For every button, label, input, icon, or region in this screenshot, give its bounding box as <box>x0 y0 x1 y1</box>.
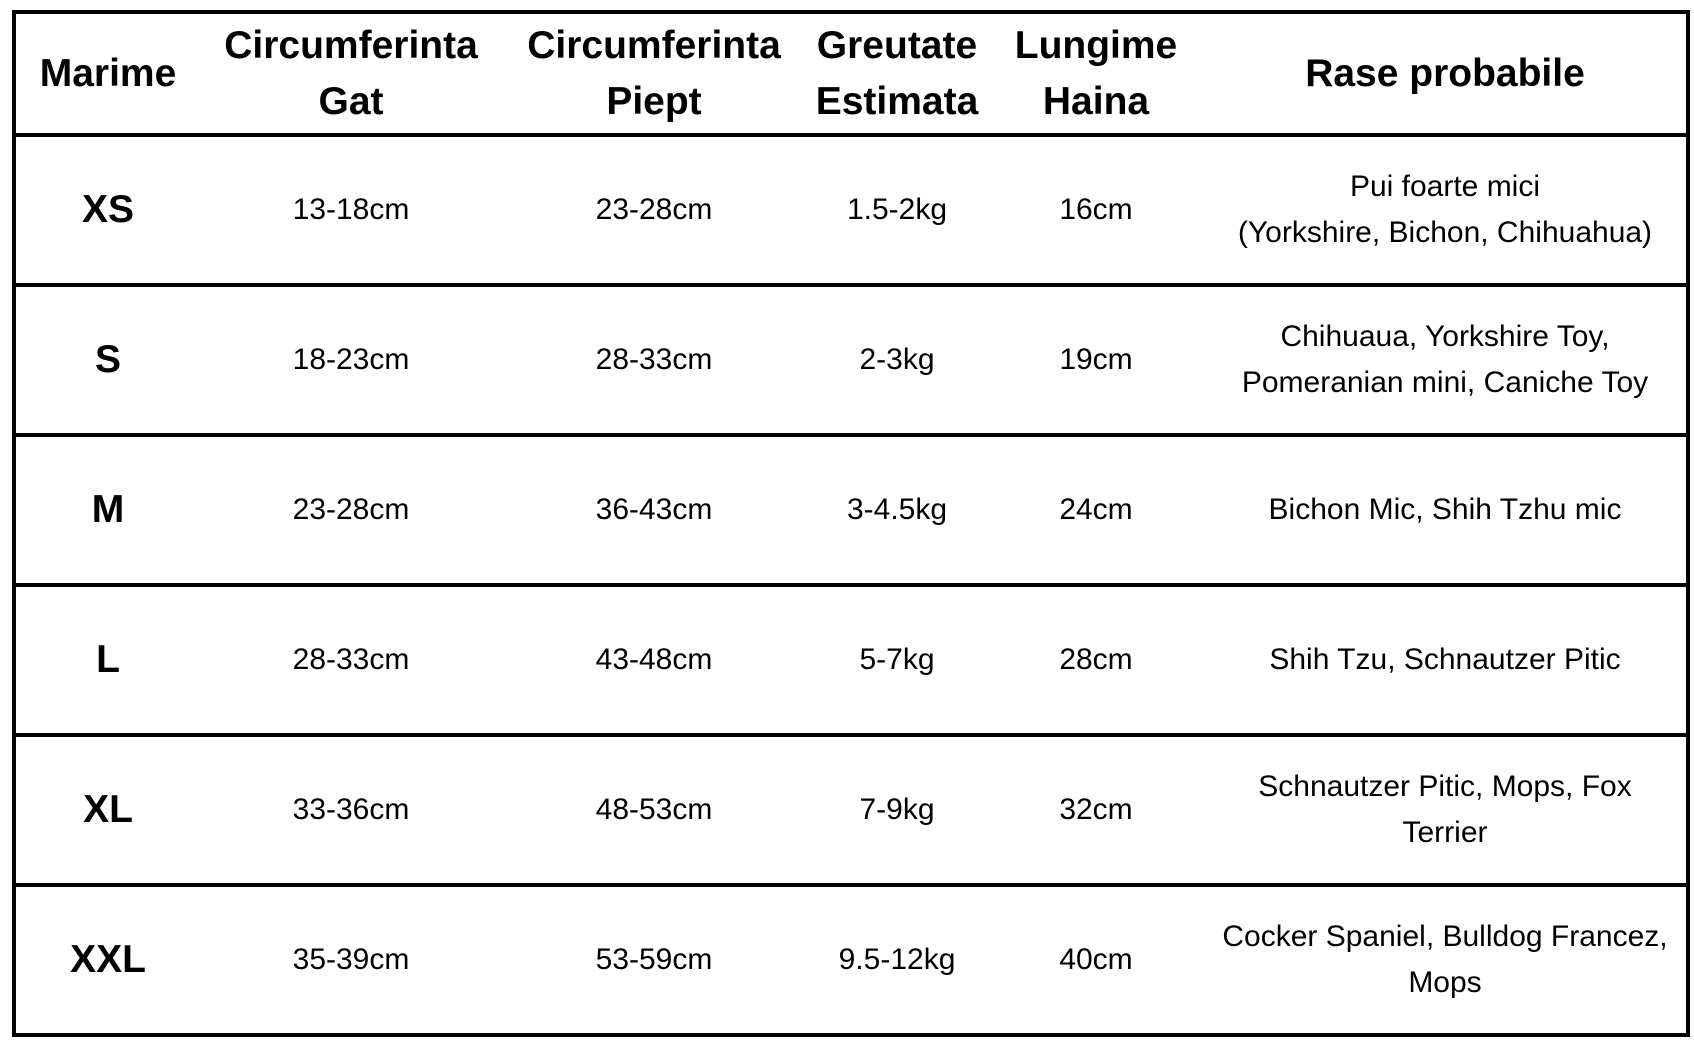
weight-cell: 2-3kg <box>806 285 988 435</box>
header-neck-circumference <box>200 12 502 135</box>
breeds-line: Schnautzer Pitic, Mops, Fox <box>1258 770 1632 803</box>
length-cell: 40cm <box>1059 943 1133 976</box>
breeds-cell <box>1204 285 1688 435</box>
size-cell: L <box>14 585 200 735</box>
header-size-line: Marime <box>39 51 177 95</box>
neck-cell: 13-18cm <box>200 135 502 285</box>
breeds-cell <box>1204 885 1688 1035</box>
table-row <box>14 435 1688 585</box>
length-cell: 24cm <box>988 435 1204 585</box>
header-weight-line-1: Greutate <box>816 23 978 67</box>
weight-cell: 5-7kg <box>806 585 988 735</box>
header-chest-line-2: Piept <box>606 79 702 123</box>
breeds-line: Pui foarte mici <box>1349 170 1541 203</box>
size-cell: XL <box>14 735 200 885</box>
table-header <box>14 12 1688 135</box>
breeds-cell <box>1204 735 1688 885</box>
header-size <box>14 12 200 135</box>
breeds-line: Mops <box>1408 966 1482 999</box>
header-weight-line-2: Estimata <box>815 79 979 123</box>
breeds-line: Terrier <box>1402 816 1488 849</box>
weight-cell: 9.5-12kg <box>838 943 956 976</box>
neck-cell: 18-23cm <box>200 285 502 435</box>
table-row <box>14 285 1688 435</box>
size-cell: M <box>14 435 200 585</box>
header-probable-breeds <box>1204 12 1688 135</box>
table-body <box>14 135 1688 1035</box>
header-neck-line-2: Gat <box>318 79 384 123</box>
breeds-line: Bichon Mic, Shih Tzhu mic <box>1268 493 1622 526</box>
breeds-line: (Yorkshire, Bichon, Chihuahua) <box>1237 216 1653 249</box>
header-chest-circumference <box>502 12 806 135</box>
chest-cell: 36-43cm <box>502 435 806 585</box>
header-breeds-line: Rase probabile <box>1305 51 1585 95</box>
chest-cell: 48-53cm <box>502 735 806 885</box>
neck-cell: 23-28cm <box>200 435 502 585</box>
header-coat-length <box>988 12 1204 135</box>
chest-cell: 23-28cm <box>502 135 806 285</box>
breeds-cell <box>1204 585 1688 735</box>
size-cell: XXL <box>70 938 146 981</box>
length-cell: 32cm <box>988 735 1204 885</box>
size-cell: S <box>14 285 200 435</box>
weight-cell: 3-4.5kg <box>806 435 988 585</box>
breeds-line: Cocker Spaniel, Bulldog Francez, <box>1222 920 1668 953</box>
neck-cell: 33-36cm <box>200 735 502 885</box>
table-row <box>14 585 1688 735</box>
header-chest-line-1: Circumferinta <box>527 23 781 67</box>
table-row <box>14 135 1688 285</box>
breeds-line: Shih Tzu, Schnautzer Pitic <box>1269 643 1621 676</box>
header-neck-line-1: Circumferinta <box>224 23 478 67</box>
chest-cell: 28-33cm <box>502 285 806 435</box>
neck-cell: 28-33cm <box>200 585 502 735</box>
breeds-cell <box>1204 435 1688 585</box>
weight-cell: 1.5-2kg <box>806 135 988 285</box>
length-cell: 28cm <box>988 585 1204 735</box>
breeds-cell <box>1204 135 1688 285</box>
size-cell: XS <box>14 135 200 285</box>
chest-cell: 43-48cm <box>502 585 806 735</box>
length-cell: 19cm <box>988 285 1204 435</box>
table-row <box>14 735 1688 885</box>
breeds-line: Chihuaua, Yorkshire Toy, <box>1280 320 1610 353</box>
weight-cell: 7-9kg <box>806 735 988 885</box>
length-cell: 16cm <box>988 135 1204 285</box>
header-estimated-weight <box>806 12 988 135</box>
table-row <box>14 885 1688 1035</box>
chest-cell: 53-59cm <box>595 943 713 976</box>
size-chart-table <box>12 10 1690 1037</box>
neck-cell: 35-39cm <box>292 943 410 976</box>
header-length-line-1: Lungime <box>1014 23 1178 67</box>
breeds-line: Pomeranian mini, Caniche Toy <box>1241 366 1649 399</box>
header-row <box>14 12 1688 135</box>
header-length-line-2: Haina <box>1042 79 1150 123</box>
